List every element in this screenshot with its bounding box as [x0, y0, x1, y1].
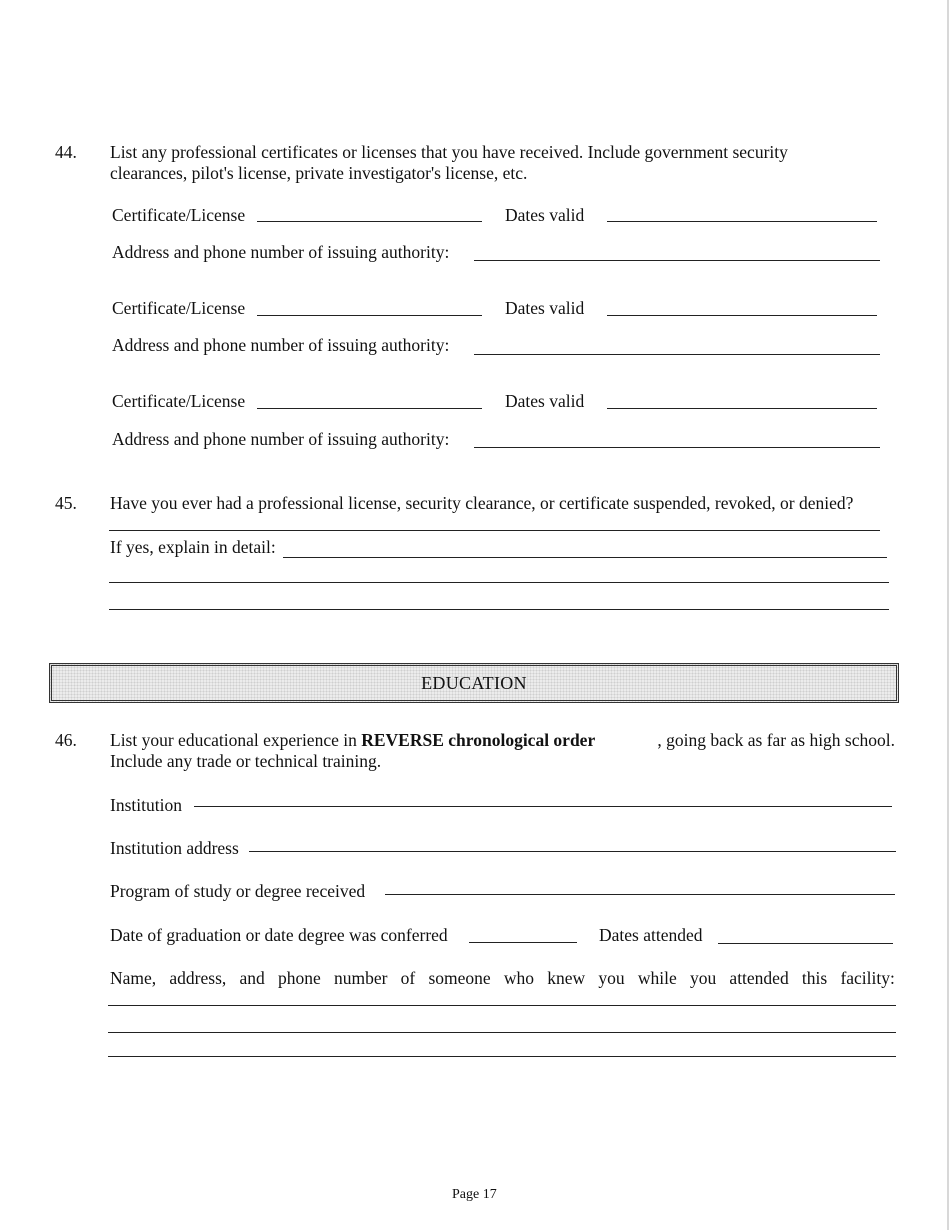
contact-word: and [239, 968, 265, 988]
question-46-text-line1 [110, 730, 895, 751]
institution-address-field[interactable] [249, 851, 896, 852]
page-number: Page 17 [452, 1187, 497, 1202]
certificate-field-1[interactable] [257, 221, 482, 222]
contact-word: you [598, 968, 625, 988]
contact-word: facility: [840, 968, 895, 988]
question-46-text-line2: Include any trade or technical training. [110, 751, 382, 771]
dates-valid-label-1: Dates valid [505, 205, 585, 225]
contact-word: phone [277, 968, 321, 988]
education-section-banner [49, 663, 899, 703]
contact-word: you [689, 968, 717, 988]
certificate-field-2[interactable] [257, 315, 482, 316]
question-46-text-bold: REVERSE chronological order [361, 730, 596, 750]
graduation-label: Date of graduation or date degree was conferred [110, 925, 448, 945]
question-45-answer-field[interactable] [109, 530, 880, 531]
question-44-text-line1: List any professional certificates or licenses that you have received. Include government security [110, 142, 788, 162]
explain-label: If yes, explain in detail: [110, 537, 276, 557]
contact-word: knew [547, 968, 586, 988]
question-44-text-line2: clearances, pilot's license, private investigator's license, etc. [110, 163, 528, 183]
question-46-number: 46. [55, 730, 77, 750]
program-label: Program of study or degree received [110, 881, 366, 901]
dates-attended-field[interactable] [718, 943, 893, 944]
question-45-text: Have you ever had a professional license, security clearance, or certificate suspended, revoked, or denied? [110, 493, 854, 513]
institution-address-label: Institution address [110, 838, 239, 858]
page-edge [947, 0, 949, 1230]
section-title: EDUCATION [421, 672, 527, 693]
certificate-label-1: Certificate/License [112, 205, 246, 225]
question-46-text-post: , going back as far as high school. [657, 730, 895, 750]
question-45-number: 45. [55, 493, 77, 513]
contact-word: number [333, 968, 388, 988]
certificate-field-3[interactable] [257, 408, 482, 409]
question-46-text-pre: List your educational experience in [110, 730, 362, 750]
dates-valid-label-3: Dates valid [505, 391, 585, 411]
program-field[interactable] [385, 894, 895, 895]
authority-label-1: Address and phone number of issuing authority: [112, 242, 450, 262]
dates-valid-field-3[interactable] [607, 408, 877, 409]
contact-prompt [110, 968, 895, 989]
contact-word: address, [169, 968, 227, 988]
institution-label: Institution [110, 795, 182, 815]
contact-word: someone [428, 968, 491, 988]
certificate-label-2: Certificate/License [112, 298, 246, 318]
institution-field[interactable] [194, 806, 892, 807]
authority-label-3: Address and phone number of issuing authority: [112, 429, 450, 449]
question-44-number: 44. [55, 142, 77, 162]
authority-field-1[interactable] [474, 260, 880, 261]
dates-attended-label: Dates attended [599, 925, 703, 945]
explain-field-2[interactable] [109, 582, 889, 583]
dates-valid-field-2[interactable] [607, 315, 877, 316]
authority-field-2[interactable] [474, 354, 880, 355]
authority-field-3[interactable] [474, 447, 880, 448]
explain-field-3[interactable] [109, 609, 889, 610]
explain-field-1[interactable] [283, 557, 887, 558]
contact-field-3[interactable] [108, 1056, 896, 1057]
certificate-label-3: Certificate/License [112, 391, 246, 411]
contact-word: attended [729, 968, 789, 988]
contact-word: who [503, 968, 535, 988]
dates-valid-field-1[interactable] [607, 221, 877, 222]
contact-field-2[interactable] [108, 1032, 896, 1033]
contact-word: while [637, 968, 677, 988]
dates-valid-label-2: Dates valid [505, 298, 585, 318]
contact-word: of [400, 968, 416, 988]
contact-field-1[interactable] [108, 1005, 896, 1006]
contact-word: this [801, 968, 828, 988]
contact-word: Name, [110, 968, 157, 988]
graduation-field[interactable] [469, 942, 577, 943]
authority-label-2: Address and phone number of issuing authority: [112, 335, 450, 355]
